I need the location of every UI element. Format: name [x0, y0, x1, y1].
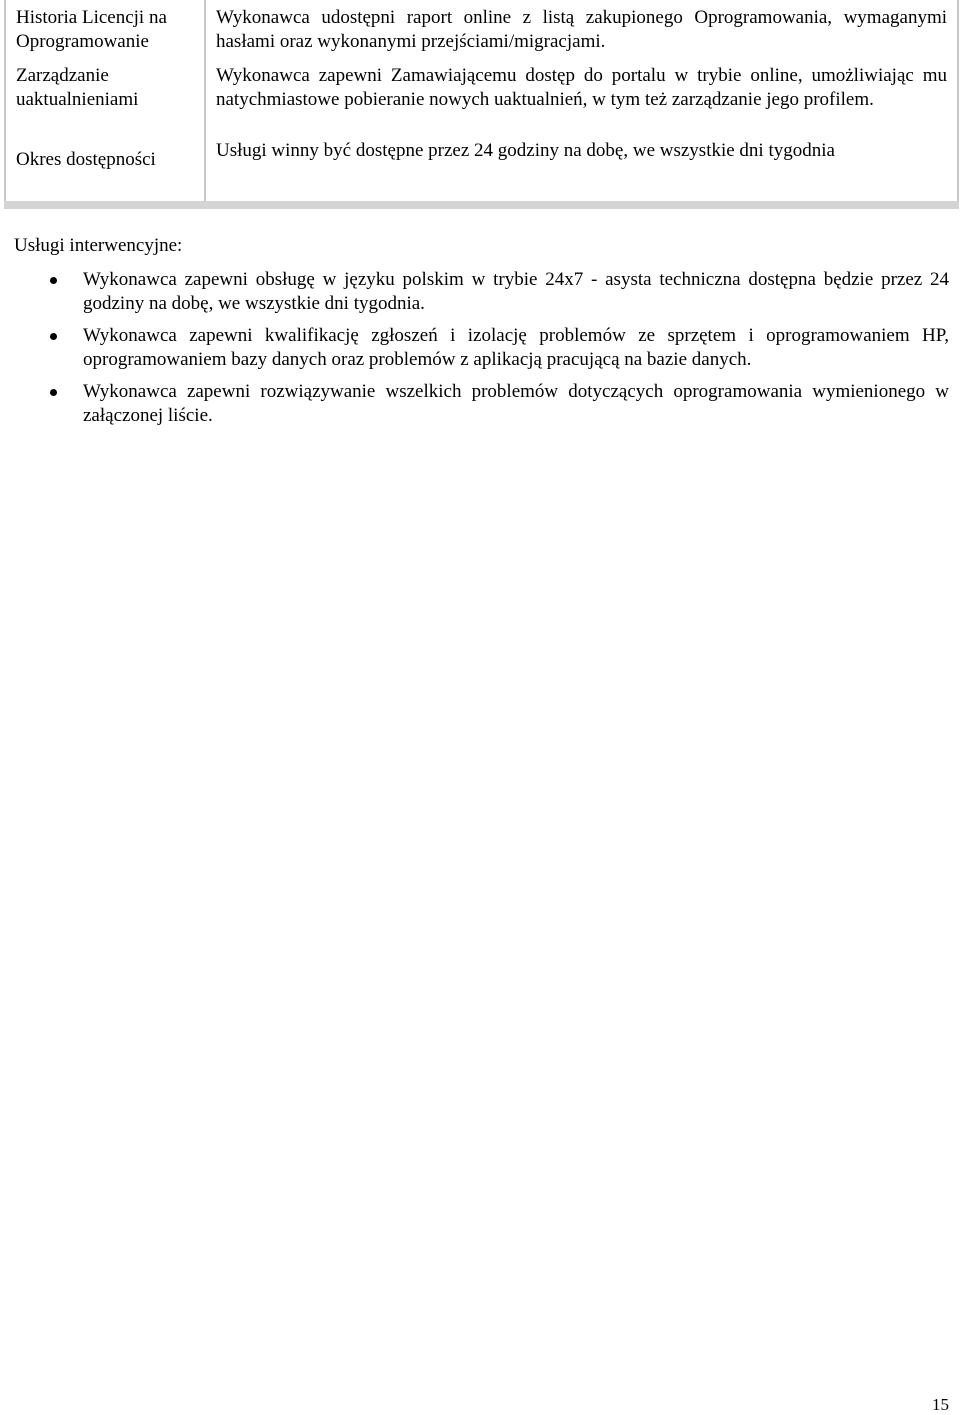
row-description: Usługi winny być dostępne przez 24 godziny na dobę, we wszystkie dni tygodnia [205, 136, 958, 208]
bullet-icon [50, 389, 57, 396]
section-heading: Usługi interwencyjne: [14, 235, 183, 256]
list-item [0, 268, 960, 316]
row-label: Historia Licencji na Oprogramowanie [5, 0, 205, 56]
table-row [5, 0, 958, 56]
table-row [5, 136, 958, 208]
requirements-table [4, 0, 959, 208]
list-item-text: Wykonawca zapewni obsługę w języku polskim w trybie 24x7 - asysta techniczna dostępna będzie przez 24 godziny na dobę, we wszystkie dni tygodnia. [83, 269, 949, 314]
list-item-text: Wykonawca zapewni kwalifikację zgłoszeń i izolację problemów ze sprzętem i oprogramowaniem HP, oprogramowaniem bazy danych oraz problemów z aplikacją pracującą na bazie danych. [83, 325, 949, 370]
list-item [0, 380, 960, 428]
row-description: Wykonawca udostępni raport online z listą zakupionego Oprogramowania, wymaganymi hasłami oraz wykonanymi przejściami/migracjami. [205, 0, 958, 56]
table-row [5, 56, 958, 136]
table-bottom-border [4, 201, 959, 209]
page-number: 15 [932, 1395, 949, 1414]
list-item [0, 324, 960, 372]
bullet-icon [50, 333, 57, 340]
row-label: Okres dostępności [5, 136, 205, 208]
intervention-services-list [0, 268, 960, 436]
row-description: Wykonawca zapewni Zamawiającemu dostęp do portalu w trybie online, umożliwiając mu natychmiastowe pobieranie nowych uaktualnień, w tym też zarządzanie jego profilem. [205, 56, 958, 136]
list-item-text: Wykonawca zapewni rozwiązywanie wszelkich problemów dotyczących oprogramowania wymienionego w załączonej liście. [83, 381, 949, 426]
row-label: Zarządzanie uaktualnieniami [5, 56, 205, 136]
bullet-icon [50, 277, 57, 284]
